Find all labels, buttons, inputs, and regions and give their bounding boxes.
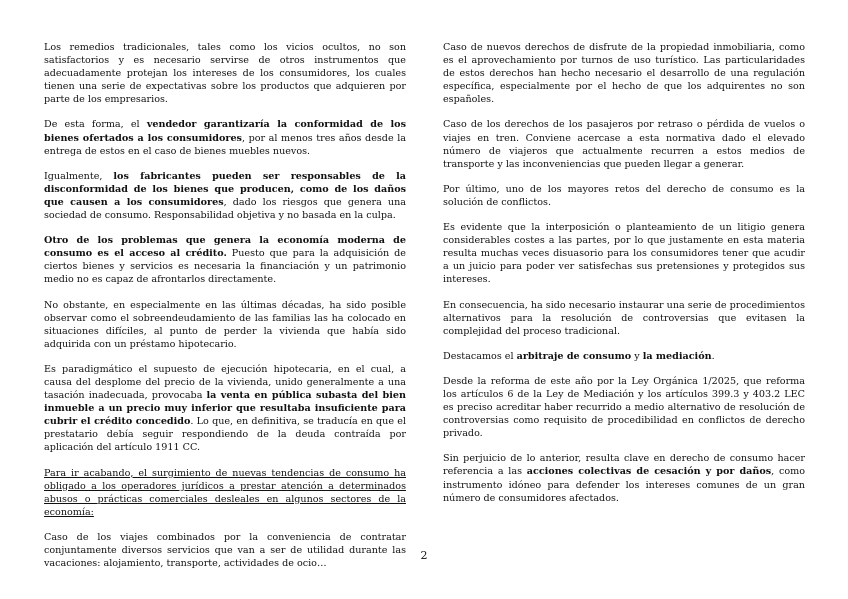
paragraph: No obstante, en especialmente en las últimas décadas, ha sido posible observar como el sobreendeudamiento de las familias las ha colocado en situaciones difíciles, al punto de perder la vivienda que había sido adquirida con un préstamo hipotecario. <box>44 299 406 350</box>
paragraph: Destacamos el arbitraje de consumo y la mediación. <box>443 350 715 362</box>
paragraph: Desde la reforma de este año por la Ley Orgánica 1/2025, que reforma los artículos 6 de la Ley de Mediación y los artículos 399.3 y 403.2 LEC es preciso acreditar haber recurrido a medio alternativo de resolución de controversias como requisito de procedibilidad en conflictos de derecho privado. <box>443 375 805 440</box>
underlined-paragraph: Para ir acabando, el surgimiento de nuevas tendencias de consumo ha obligado a los operadores jurídicos a prestar atención a determinados abusos o prácticas comerciales desleales en algunos sectores de la economía: <box>44 467 406 518</box>
paragraph: De esta forma, el vendedor garantizaría la conformidad de los bienes ofertados a los consumidores, por al menos tres años desde la entrega de estos en el caso de bienes muebles nuevos. <box>44 119 406 157</box>
paragraph: Los remedios tradicionales, tales como los vicios ocultos, no son satisfactorios y es necesario servirse de otros instrumentos que adecuadamente protejan los intereses de los consumidores, los cuales tienen una serie de expectativas sobre los productos que adquieren por parte de los empresarios. <box>44 42 406 106</box>
paragraph: Igualmente, los fabricantes pueden ser responsables de la disconformidad de los bienes que producen, como de los daños que causen a los consumidores, dado los riesgos que genera una sociedad de consumo. Responsabilidad objetiva y no basada en la culpa. <box>44 170 406 222</box>
paragraph: Es paradigmático el supuesto de ejecución hipotecaria, en el cual, a causa del desplome del precio de la vivienda, unido generalmente a una tasación inadecuada, provocaba la venta en pública subasta del bien inmueble a un precio muy inferior que resultaba insuficiente para cubrir el crédito concedido. Lo que, en definitiva, se traducía en que el prestatario debía seguir respondiendo de la deuda contraída por aplicación del artículo 1911 CC. <box>44 363 407 454</box>
right-column <box>443 41 805 517</box>
paragraph: Sin perjuicio de lo anterior, resulta clave en derecho de consumo hacer referencia a las acciones colectivas de cesación y por daños, como instrumento idóneo para defender los intereses comunes de un gran número de consumidores afectados. <box>443 453 805 504</box>
paragraph: En consecuencia, ha sido necesario instaurar una serie de procedimientos alternativos para la resolución de controversias que evitasen la complejidad del proceso tradicional. <box>443 299 805 337</box>
paragraph: Caso de nuevos derechos de disfrute de la propiedad inmobiliaria, como es el aprovechamiento por turnos de uso turístico. Las particularidades de estos derechos han hecho necesario el desarrollo de una regulación específica, especialmente por el hecho de que los adquirentes no son españoles. <box>443 42 805 106</box>
page-number: 2 <box>420 549 428 562</box>
paragraph: Otro de los problemas que genera la economía moderna de consumo es el acceso al crédito. Puesto que para la adquisición de ciertos bienes y servicios es necesaria la financiación y un patrimonio medio no es capaz de afrontarlos directamente. <box>44 235 406 286</box>
paragraph: Es evidente que la interposición o planteamiento de un litigio genera considerables costes a las partes, por lo que justamente en esta materia resulta muchas veces disuasorio para los consumidores tener que acudir a un juicio para poder ver satisfechas sus pretensiones y protegidos sus intereses. <box>443 222 805 286</box>
paragraph: Caso de los derechos de los pasajeros por retraso o pérdida de vuelos o viajes en tren. Conviene acercase a esta normativa dado el elevado número de viajeros que actualmente recurren a estos medios de transporte y las inconveniencias que pueden llegar a generar. <box>443 119 805 170</box>
paragraph: Por último, uno de los mayores retos del derecho de consumo es la solución de conflictos. <box>443 183 805 208</box>
paragraph: Caso de los viajes combinados por la conveniencia de contratar conjuntamente diversos servicios que van a ser de utilidad durante las vacaciones: alojamiento, transporte, actividades de ocio… <box>44 531 406 570</box>
left-column <box>44 41 406 582</box>
